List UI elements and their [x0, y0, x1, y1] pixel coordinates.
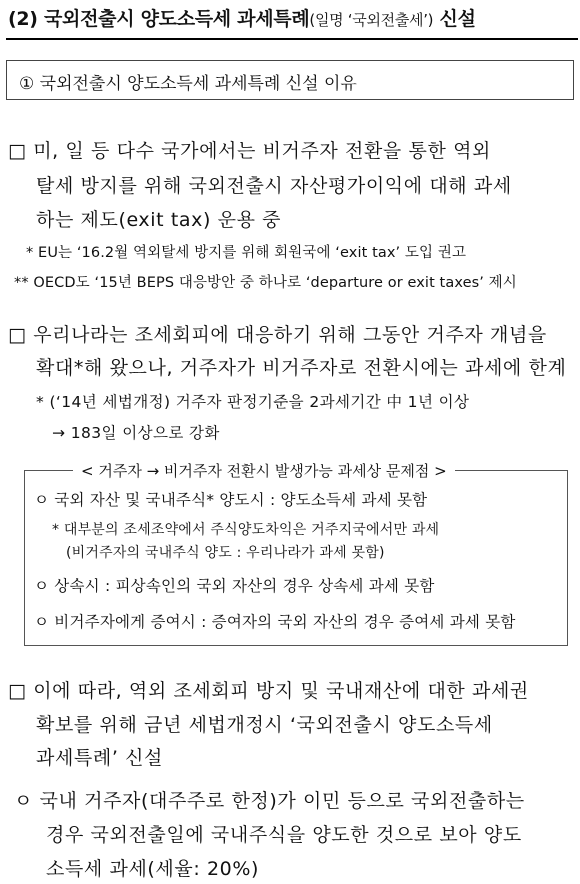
- problem-box-title: < 거주자 → 비거주자 전환시 발생가능 과세상 문제점 >: [73, 460, 455, 481]
- title-sub: (일명 ‘국외전출세’): [309, 11, 434, 29]
- note-oecd: ** OECD도 ‘15년 BEPS 대응방안 중 하나로 ‘departure or exit taxes’ 제시: [14, 275, 517, 291]
- para2-line2: 확대*해 왔으나, 거주자가 비거주자로 전환시에는 과세에 한계: [36, 357, 567, 379]
- section-heading: ① 국외전출시 양도소득세 과세특례 신설 이유: [19, 74, 357, 94]
- title-main: (2) 국외전출시 양도소득세 과세특례: [8, 8, 310, 30]
- para4-line2: 경우 국외전출일에 국내주식을 양도한 것으로 보아 양도: [46, 824, 522, 846]
- problem-item-3: ㅇ 비거주자에게 증여시 : 증여자의 국외 자산의 경우 증여세 과세 못함: [34, 613, 516, 631]
- problem-item-1-note-1: * 대부분의 조세조약에서 주식양도차익은 거주지국에서만 과세: [52, 522, 440, 538]
- para2-line1: □ 우리나라는 조세회피에 대응하기 위해 그동안 거주자 개념을: [8, 324, 547, 346]
- title-tail: 신설: [433, 8, 476, 30]
- para1-line1: □ 미, 일 등 다수 국가에서는 비거주자 전환을 통한 역외: [8, 140, 491, 162]
- note2-line1: * (‘14년 세법개정) 거주자 판정기준을 2과세기간 中 1년 이상: [36, 393, 470, 411]
- para3-line1: □ 이에 따라, 역외 조세회피 방지 및 국내재산에 대한 과세권: [8, 680, 529, 702]
- problem-item-2: ㅇ 상속시 : 피상속인의 국외 자산의 경우 상속세 과세 못함: [34, 577, 435, 595]
- para3-line2: 확보를 위해 금년 세법개정시 ‘국외전출시 양도소득세: [36, 714, 493, 736]
- section-heading-box: [6, 60, 574, 100]
- para1-line3: 하는 제도(exit tax) 운용 중: [36, 209, 282, 231]
- problem-item-1-note-2: (비거주자의 국내주식 양도 : 우리나라가 과세 못함): [66, 545, 385, 561]
- note-eu: * EU는 ‘16.2월 역외탈세 방지를 위해 회원국에 ‘exit tax’ 도입 권고: [26, 245, 467, 261]
- para4-line1: ㅇ 국내 거주자(대주주로 한정)가 이민 등으로 국외전출하는: [14, 790, 525, 812]
- para1-line2: 탈세 방지를 위해 국외전출시 자산평가이익에 대해 과세: [36, 175, 512, 197]
- note2-line2: → 183일 이상으로 강화: [52, 424, 220, 442]
- problem-item-1: ㅇ 국외 자산 및 국내주식* 양도시 : 양도소득세 과세 못함: [34, 491, 428, 509]
- para4-line3: 소득세 과세(세율: 20%): [46, 858, 260, 880]
- page-title: [8, 4, 476, 31]
- para3-line3: 과세특례’ 신설: [36, 747, 164, 769]
- title-rule: [6, 38, 578, 40]
